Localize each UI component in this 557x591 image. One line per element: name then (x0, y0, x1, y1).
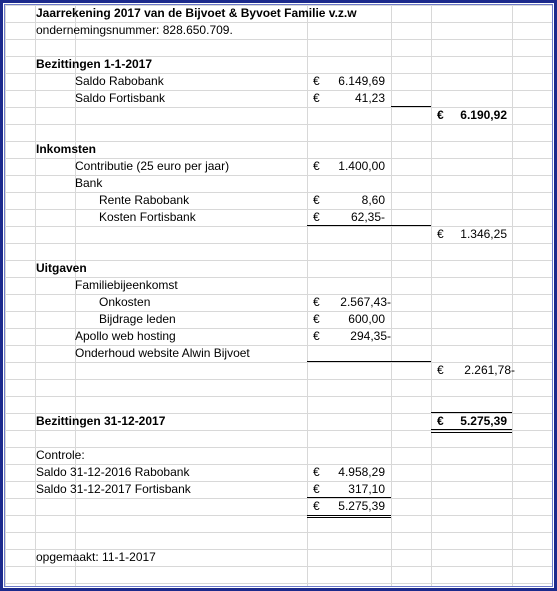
row-amount: 8,60 (361, 193, 385, 207)
currency-symbol: € (313, 482, 320, 496)
row-label: Onkosten (99, 295, 151, 309)
row-label: Saldo Fortisbank (75, 91, 166, 105)
grid-line (35, 5, 36, 586)
section-total: 5.275,39 (460, 414, 507, 428)
row-label: Saldo 31-12-2017 Fortisbank (36, 482, 191, 496)
row-amount: 294,35- (350, 329, 391, 343)
section-heading-uitgaven: Uitgaven (36, 261, 87, 275)
section-total: 6.190,92 (460, 108, 507, 122)
currency-symbol: € (437, 363, 444, 377)
row-label: Rente Rabobank (99, 193, 190, 207)
row-label: Familiebijeenkomst (75, 278, 178, 292)
row-label: Saldo 31-12-2016 Rabobank (36, 465, 190, 479)
section-heading-bezittingen-end: Bezittingen 31-12-2017 (36, 414, 166, 428)
grid-line (307, 5, 308, 586)
currency-symbol: € (437, 108, 444, 122)
currency-symbol: € (313, 91, 320, 105)
row-amount: 317,10 (348, 482, 385, 496)
currency-symbol: € (313, 210, 320, 224)
currency-symbol: € (313, 329, 320, 343)
double-underline (307, 517, 391, 518)
section-heading-bezittingen-start: Bezittingen 1-1-2017 (36, 57, 153, 71)
currency-symbol: € (313, 312, 320, 326)
footer-date: opgemaakt: 11-1-2017 (36, 550, 156, 564)
row-label: Kosten Fortisbank (99, 210, 196, 224)
currency-symbol: € (313, 465, 320, 479)
currency-symbol: € (313, 74, 320, 88)
row-amount: 2.567,43- (340, 295, 391, 309)
row-amount: 600,00 (348, 312, 385, 326)
currency-symbol: € (437, 414, 444, 428)
spreadsheet[interactable] (5, 5, 552, 586)
company-number: ondernemingsnummer: 828.650.709. (36, 23, 233, 37)
row-label: Contributie (25 euro per jaar) (75, 159, 230, 173)
row-label: Apollo web hosting (75, 329, 176, 343)
document-title: Jaarrekening 2017 van de Bijvoet & Byvoet Familie v.z.w (36, 6, 357, 20)
row-amount: 62,35- (350, 210, 385, 224)
grid-line (391, 5, 392, 586)
double-underline (307, 515, 391, 516)
currency-symbol: € (313, 499, 320, 513)
section-heading-inkomsten: Inkomsten (36, 142, 97, 156)
controle-total: 5.275,39 (338, 499, 385, 513)
underline (307, 361, 431, 362)
double-underline (431, 429, 512, 430)
currency-symbol: € (313, 193, 320, 207)
double-underline (431, 432, 512, 433)
row-amount: 1.400,00 (338, 159, 385, 173)
currency-symbol: € (313, 159, 320, 173)
grid-line (431, 5, 432, 586)
row-label: Bijdrage leden (99, 312, 176, 326)
row-amount: 6.149,69 (338, 74, 385, 88)
underline (391, 106, 431, 107)
currency-symbol: € (437, 227, 444, 241)
row-label: Onderhoud website Alwin Bijvoet (75, 346, 250, 360)
row-amount: 41,23 (354, 91, 385, 105)
section-total: 2.261,78- (464, 363, 515, 377)
row-amount: 4.958,29 (338, 465, 385, 479)
underline (307, 225, 431, 226)
currency-symbol: € (313, 295, 320, 309)
row-label: Saldo Rabobank (75, 74, 164, 88)
row-label: Bank (75, 176, 103, 190)
section-total: 1.346,25 (460, 227, 507, 241)
grid-line (512, 5, 513, 586)
controle-heading: Controle: (36, 448, 85, 462)
